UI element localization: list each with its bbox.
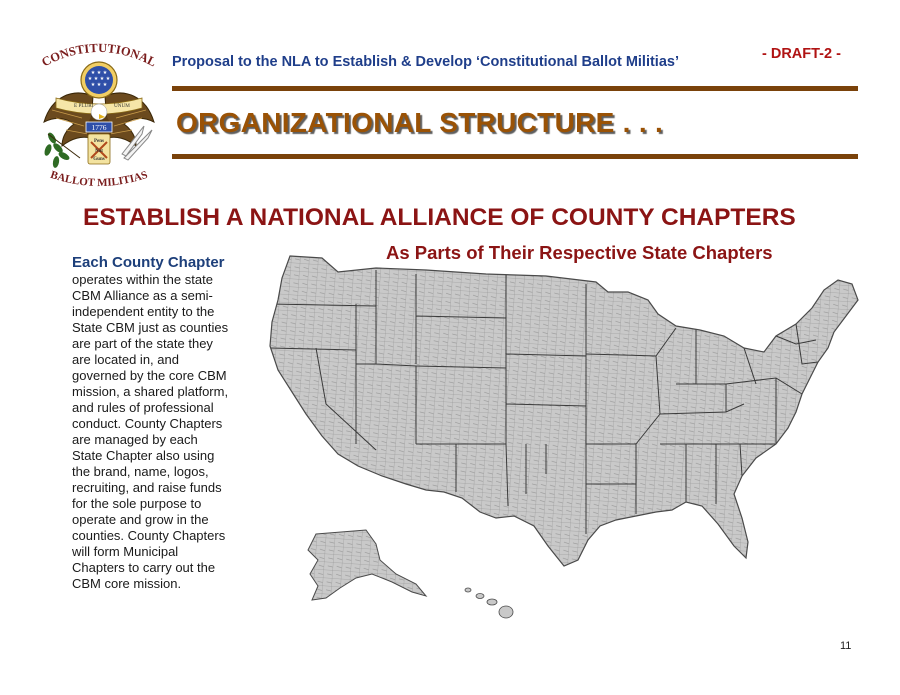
header-rule-top bbox=[172, 86, 858, 91]
sidebar-line: for the sole purpose to bbox=[72, 496, 202, 511]
sidebar-line: counties. County Chapters bbox=[72, 528, 226, 543]
seal-top-text: CONSTITUTIONAL bbox=[39, 40, 159, 70]
svg-text:★: ★ bbox=[99, 76, 105, 82]
svg-text:★: ★ bbox=[102, 82, 108, 88]
sub-heading: As Parts of Their Respective State Chapters bbox=[386, 242, 773, 263]
sidebar-line: State CBM just as counties bbox=[72, 320, 229, 335]
cbm-seal-logo bbox=[38, 38, 160, 190]
svg-text:BALLOT MILITIAS bbox=[49, 169, 149, 189]
banner-left-text: E PLURI bbox=[74, 103, 94, 109]
svg-text:★: ★ bbox=[90, 70, 96, 76]
section-title: ORGANIZATIONAL STRUCTURE . . . bbox=[176, 107, 664, 138]
sidebar-line: CBM Alliance as a semi- bbox=[72, 288, 213, 303]
page-number: 11 bbox=[840, 640, 852, 652]
sidebar-line: operate and grow in the bbox=[72, 512, 209, 527]
svg-text:★: ★ bbox=[93, 76, 99, 82]
sidebar-line: the brand, name, logos, bbox=[72, 464, 209, 479]
main-heading: ESTABLISH A NATIONAL ALLIANCE OF COUNTY CHAPTERS bbox=[83, 204, 796, 231]
svg-text:★: ★ bbox=[87, 76, 93, 82]
sidebar-line: mission, a shared platform, bbox=[72, 384, 229, 399]
sidebar-line: CBM core mission. bbox=[72, 576, 182, 591]
svg-text:★: ★ bbox=[96, 70, 102, 76]
sidebar-line: State Chapter also using bbox=[72, 448, 215, 463]
sidebar-line: conduct. County Chapters bbox=[72, 416, 223, 431]
header-rule-bottom bbox=[172, 154, 858, 159]
draft-label: - DRAFT-2 - bbox=[762, 46, 841, 62]
sidebar-line: are managed by each bbox=[72, 432, 198, 447]
scroll-not-text: Not bbox=[95, 149, 103, 154]
seal-bottom-text: BALLOT MILITIAS bbox=[48, 168, 150, 190]
svg-text:★: ★ bbox=[105, 76, 111, 82]
sidebar-line: operates within the state bbox=[72, 272, 213, 287]
scroll-pens-text: Pens bbox=[94, 139, 104, 144]
sidebar-line: are part of the state they bbox=[72, 336, 213, 351]
sidebar-line: governed by the core CBM bbox=[72, 368, 227, 383]
sidebar-line: independent entity to the bbox=[72, 304, 215, 319]
sidebar-line: Chapters to carry out the bbox=[72, 560, 216, 575]
sidebar-body bbox=[72, 272, 272, 592]
sidebar-line: will form Municipal bbox=[72, 544, 179, 559]
proposal-header-title: Proposal to the NLA to Establish & Develop ‘Constitutional Ballot Militias’ bbox=[172, 54, 679, 70]
sidebar-line: and rules of professional bbox=[72, 400, 214, 415]
banner-right-text: UNUM bbox=[114, 103, 130, 109]
svg-text:★: ★ bbox=[96, 82, 102, 88]
us-county-map bbox=[256, 244, 864, 634]
sidebar-title: Each County Chapter bbox=[72, 254, 225, 271]
sidebar-line: are located in, and bbox=[72, 352, 179, 367]
svg-text:★: ★ bbox=[102, 70, 108, 76]
sidebar-line: recruiting, and raise funds bbox=[72, 480, 222, 495]
svg-text:★: ★ bbox=[90, 82, 96, 88]
seal-year: 1776 bbox=[91, 123, 107, 132]
scroll-guns-text: Guns bbox=[93, 157, 105, 162]
